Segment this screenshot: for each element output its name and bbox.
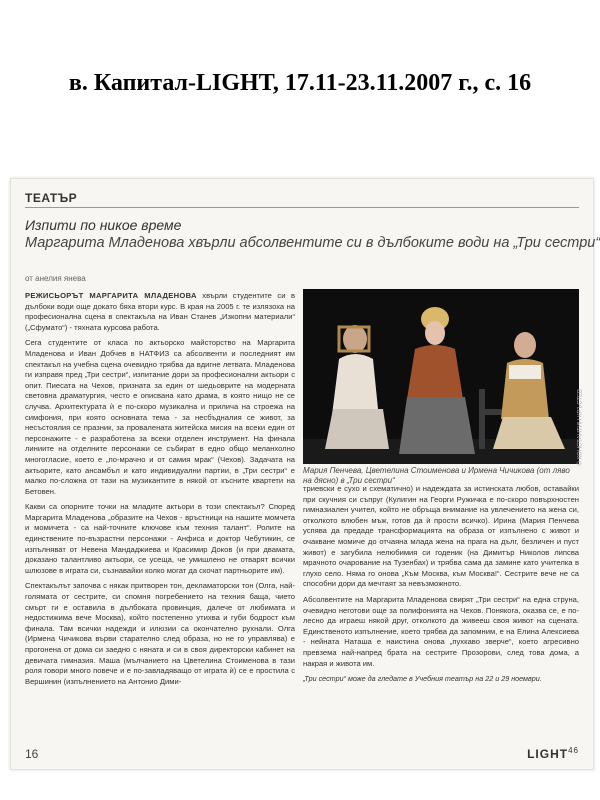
paragraph: Абсолвентите на Маргарита Младенова свирят „Три сестри“ на една струна, очевидно неготови още за полифонията на Чехов. Понякога, оказва се, е по-лесно да играеш някой друг, отколкото да живееш своя живот на сцената. Единственото изпълнение, което трябва да запомним, е на Елина Алексиева - нейната Наташа е наистина онова „пухкаво зверче“, което агресивно превзема най-напред брата на сестрите Прозорови, след това дома, а накрая и живота им. — [303, 594, 579, 668]
paragraph: Какви са опорните точки на младите актьори в този спектакъл? Според Маргарита Младенова „образите на Чехов - връстници на нашите момчета и момичета - са най-точните ключове към техния талант“. Ролите на единствените по-възрастни персонажи - Анфиса и доктор Чебутикин, се изпълняват от Невена Мандаджиева и Красимир Доков (и при двамата, доказано талантливо актьори, се усеща, че умишлено не отварят всички шлюзове в играта си, съзнавайки колко могат да скочат партньорите им). — [25, 502, 295, 575]
performance-note: „Три сестри“ може да гледате в Учебния театър на 22 и 29 ноември. — [303, 674, 542, 684]
magazine-issue: 46 — [568, 746, 579, 755]
text-column-left — [25, 291, 295, 692]
stage-photo-illustration — [303, 289, 579, 464]
paragraph: Спектакълът започва с някак притворен тон, декламаторски тон (Олга, най-голямата от сестрите, си спомня погребението на техния баща, чието смърт ги е оставила в дълбоката провинция, далече от любимата и недостижима вече Москва), който постепенно утихва и губи бодрост към финала. Там всички надежди и илюзии са окончателно рухнали. Олга (Ирмена Чичикова върви старателно след образа, но не го управлява) е прогонена от дома си заедно с няната и си в своя директорски кабинет на девичата гимназия. Маша (мълчанието на Цветелина Стоименова в тази роля говори много повече и е по-завладяващо от играта ѝ) се е простила с Вершинин (изпълнението на Антонио Дими- — [25, 581, 295, 686]
photo-caption: Мария Пенчева, Цветелина Стоименова и Ирмена Чичикова (от ляво на дясно) в „Три сестри“ — [303, 466, 570, 485]
article-title: Изпити по никое време — [25, 217, 182, 233]
scanned-article — [10, 178, 600, 770]
photo-credit: © КОНСТАНТИН КРЪСТЕВ — [577, 389, 583, 466]
lead-name: РЕЖИСЬОРЪТ МАРГАРИТА МЛАДЕНОВА — [25, 291, 197, 300]
text-column-right — [303, 484, 579, 690]
magazine-label — [527, 746, 579, 761]
lead-text: хвърли студентите си в дълбоки води още докато бяха втори курс. В края на 2005 г. те излязоха на професионална сцена в спектакъла на Иван Станев „Изкопни материали“ („Сфумато“) - тяхната курсова работа. — [25, 291, 295, 332]
page-number: 16 — [25, 747, 39, 761]
paragraph: Сега студентите от класа по актьорско майсторство на Маргарита Младенова и Иван Добчев в НАТФИЗ са абсолвенти и последният им спектакъл на учебна сцена очевидно трябва да вдигне летвата. Младенова ги изправя пред „Три сестри“, изпитание дори за професионални актьори с опит. Пиесата на Чехов, призната за един от шедьоврите на модерната световна драматургия, често е описвана като драма, в която нищо не се случва. Архитектурата ѝ е по-скоро музикална и прилича на строежа на симфония, при която основната тема - за несбъдналия се живот, за несъстоялия се празник, за провалената житейска мисия на всеки един от персонажите - е разработена за всеки отделен инструмент. На финала линиите на отделните персонажи се събират в едно общо меланхолно многогласие, което е „по-мрачно и от самия мрак“ (Чехов). Задачата на актьорите, като ансамбъл и като индивидуални партии, в „Три сестри“ е малко по-сложна от тази на музикантите в някой от късните квартети на Бетовен. — [25, 338, 295, 496]
lead-paragraph — [25, 291, 295, 333]
citation-header: в. Капитал-LIGHT, 17.11-23.11.2007 г., с. 16 — [68, 70, 532, 96]
section-divider — [25, 207, 579, 208]
article-subtitle: Маргарита Младенова хвърли абсолвентите си в дълбоките води на „Три сестри“ — [25, 235, 600, 251]
article-byline: от анелия янева — [25, 274, 86, 283]
paragraph: триевски е сухо и схематично) и надеждата за истинската любов, оставайки при скучния си съпруг (Кулигин на Георги Ружичка е по-скоро повърхностен гимназиален учител, който не обръща внимание на увлечението на жена си, отколкото влюбен мъж, готов да ѝ прости всичко). Ирина (Мария Пенчева успява да предаде трансформацията на образа от изпълнено с живот и очакване момиче до отчаяна млада жена на прага на дълг, безличен и пуст живот) е загубила нелюбимия си годеник (на Димитър Николов липсва мрачното очарование на Тузенбах) и трябва сама да замине като учителка в глухо село. Няма го онова „Към Москва, към Москва!“. Сестрите вече не са способни дори да мечтаят за невъзможното. — [303, 484, 579, 589]
magazine-name: LIGHT — [527, 747, 569, 761]
section-label: ТЕАТЪР — [25, 191, 78, 205]
stage-photo — [303, 289, 583, 466]
